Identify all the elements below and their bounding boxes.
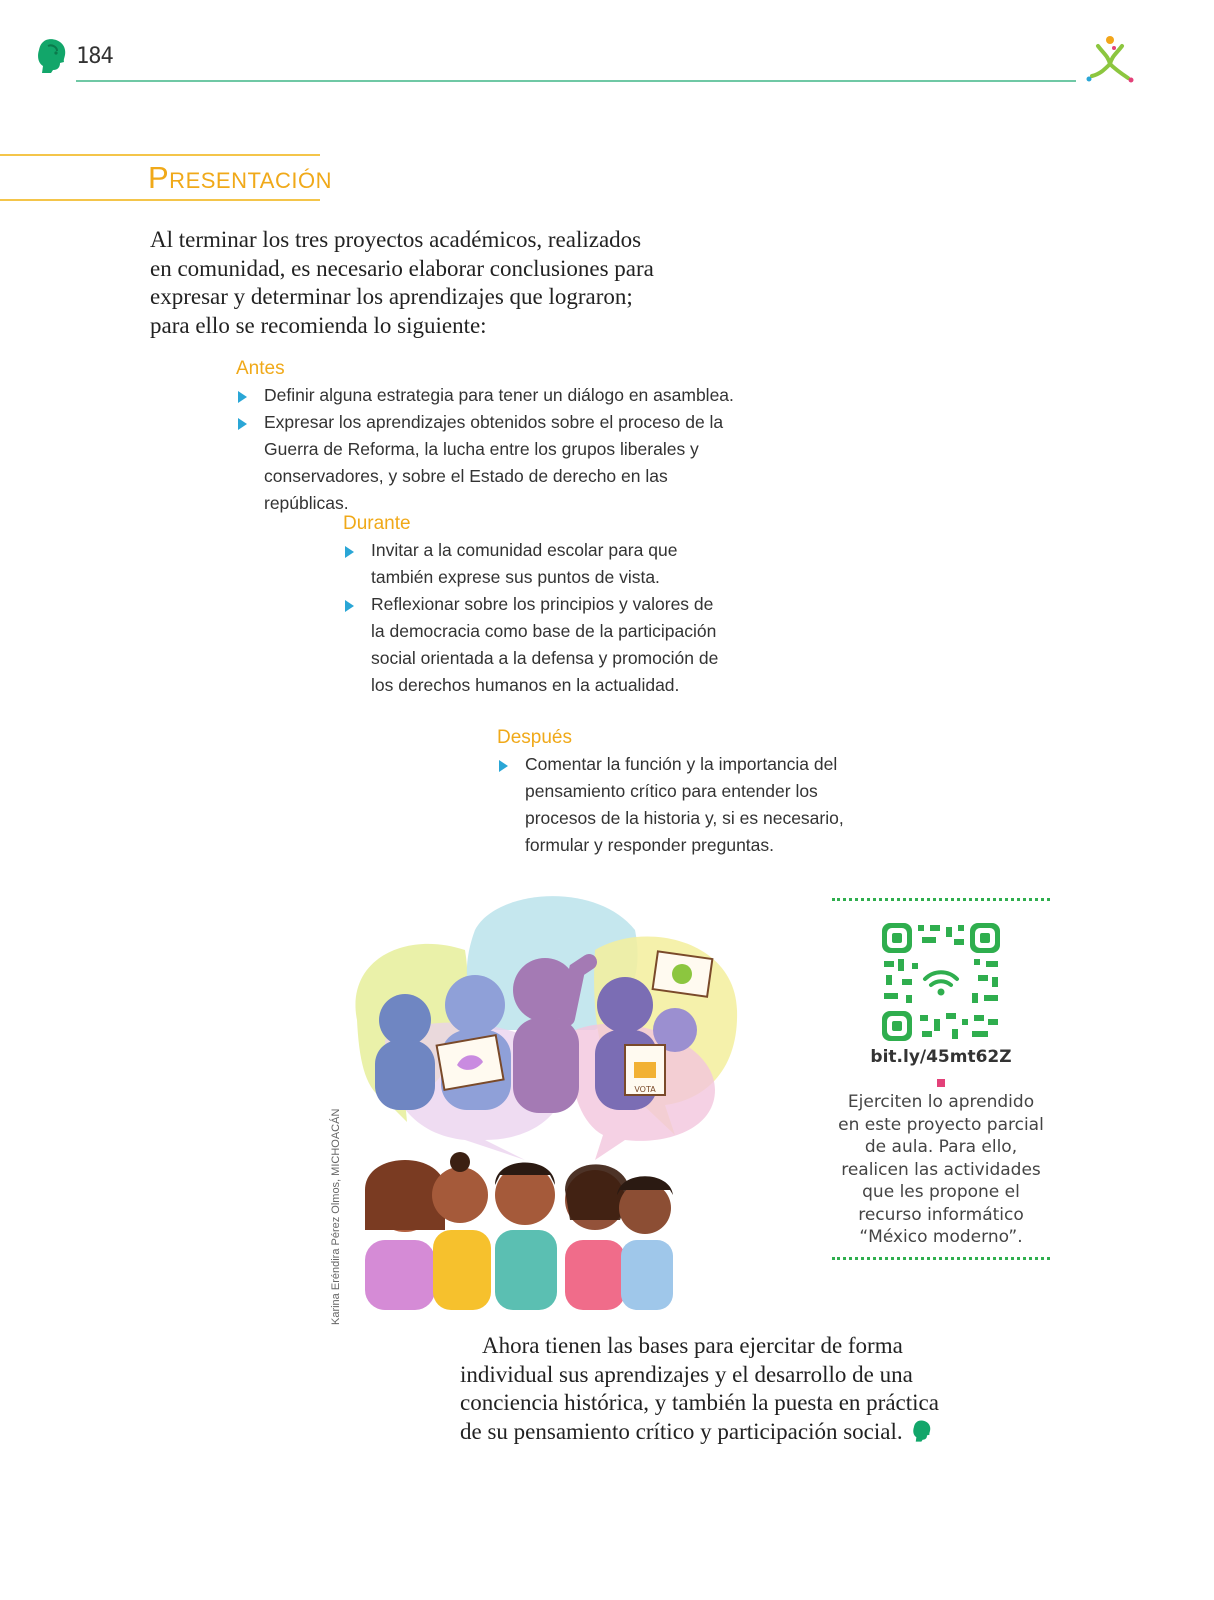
green-head-profile-icon bbox=[36, 38, 68, 74]
list-item-text: Invitar a la comunidad escolar para que también exprese sus puntos de vista. bbox=[371, 540, 678, 587]
intro-line: en comunidad, es necesario elaborar conclusiones para bbox=[150, 255, 654, 281]
qr-description: Ejerciten lo aprendido en este proyecto parcial de aula. Para ello, realicen las actividades que les propone el recurso informático “México moderno”. bbox=[838, 1092, 1044, 1247]
illustration-credit: Karina Eréndira Pérez Olmos, MICHOACÁN bbox=[330, 1108, 342, 1325]
qr-code[interactable] bbox=[882, 923, 1000, 1041]
list-item-text: Definir alguna estrategia para tener un diálogo en asamblea. bbox=[264, 385, 734, 405]
page-number: 184 bbox=[76, 44, 113, 69]
colorful-figure-emblem-icon bbox=[1084, 34, 1136, 86]
bullet-arrow-icon bbox=[345, 600, 354, 612]
list-item bbox=[236, 382, 756, 409]
section-title: Presentación bbox=[148, 160, 332, 195]
pink-square-marker bbox=[937, 1079, 945, 1087]
closing-line: Ahora tienen las bases para ejercitar de forma bbox=[482, 1333, 903, 1358]
intro-line: Al terminar los tres proyectos académicos, realizados bbox=[150, 227, 642, 252]
despues-heading: Después bbox=[497, 727, 572, 748]
list-item bbox=[343, 537, 728, 591]
durante-list bbox=[343, 537, 728, 699]
dotted-rule-top bbox=[832, 898, 1050, 901]
antes-heading: Antes bbox=[236, 358, 285, 379]
despues-list bbox=[497, 751, 867, 859]
list-item bbox=[236, 409, 756, 517]
list-item-text: Comentar la función y la importancia del pensamiento crítico para entender los procesos de la historia y, si es necesario, formular y responder preguntas. bbox=[525, 754, 844, 855]
community-illustration bbox=[345, 890, 745, 1310]
list-item-text: Reflexionar sobre los principios y valores de la democracia como base de la participación social orientada a la defensa y promoción de los derechos humanos en la actualidad. bbox=[371, 594, 719, 695]
closing-line-text: de su pensamiento crítico y participación social. bbox=[460, 1418, 903, 1444]
list-item bbox=[497, 751, 867, 859]
list-item-text: Expresar los aprendizajes obtenidos sobre el proceso de la Guerra de Reforma, la lucha entre los grupos liberales y conservadores, y sobre el Estado de derecho en las repúblicas. bbox=[264, 412, 724, 513]
intro-line: expresar y determinar los aprendizajes que lograron; bbox=[150, 284, 633, 309]
section-title-rule-bottom bbox=[0, 199, 320, 201]
despues-block bbox=[497, 727, 867, 859]
qr-resource-box bbox=[832, 898, 1050, 1260]
sign-vota-text: VOTA bbox=[634, 1085, 656, 1094]
qr-url-link[interactable]: bit.ly/45mt62Z bbox=[870, 1047, 1012, 1067]
closing-line: individual sus aprendizajes y el desarrollo de una bbox=[460, 1361, 913, 1387]
green-head-profile-icon bbox=[912, 1419, 932, 1451]
durante-block bbox=[343, 513, 728, 699]
header-rule bbox=[76, 80, 1076, 82]
bullet-arrow-icon bbox=[345, 546, 354, 558]
antes-list bbox=[236, 382, 756, 517]
durante-heading: Durante bbox=[343, 513, 411, 534]
bullet-arrow-icon bbox=[238, 418, 247, 430]
bullet-arrow-icon bbox=[238, 391, 247, 403]
bullet-arrow-icon bbox=[499, 760, 508, 772]
closing-paragraph bbox=[460, 1332, 960, 1450]
closing-line bbox=[460, 1418, 960, 1451]
section-title-rule-top bbox=[0, 154, 320, 156]
intro-paragraph bbox=[150, 226, 710, 340]
dotted-rule-bottom bbox=[832, 1257, 1050, 1260]
closing-line: conciencia histórica, y también la puesta en práctica bbox=[460, 1390, 939, 1415]
list-item bbox=[343, 591, 728, 699]
antes-block bbox=[236, 358, 756, 517]
intro-line: para ello se recomienda lo siguiente: bbox=[150, 312, 487, 338]
